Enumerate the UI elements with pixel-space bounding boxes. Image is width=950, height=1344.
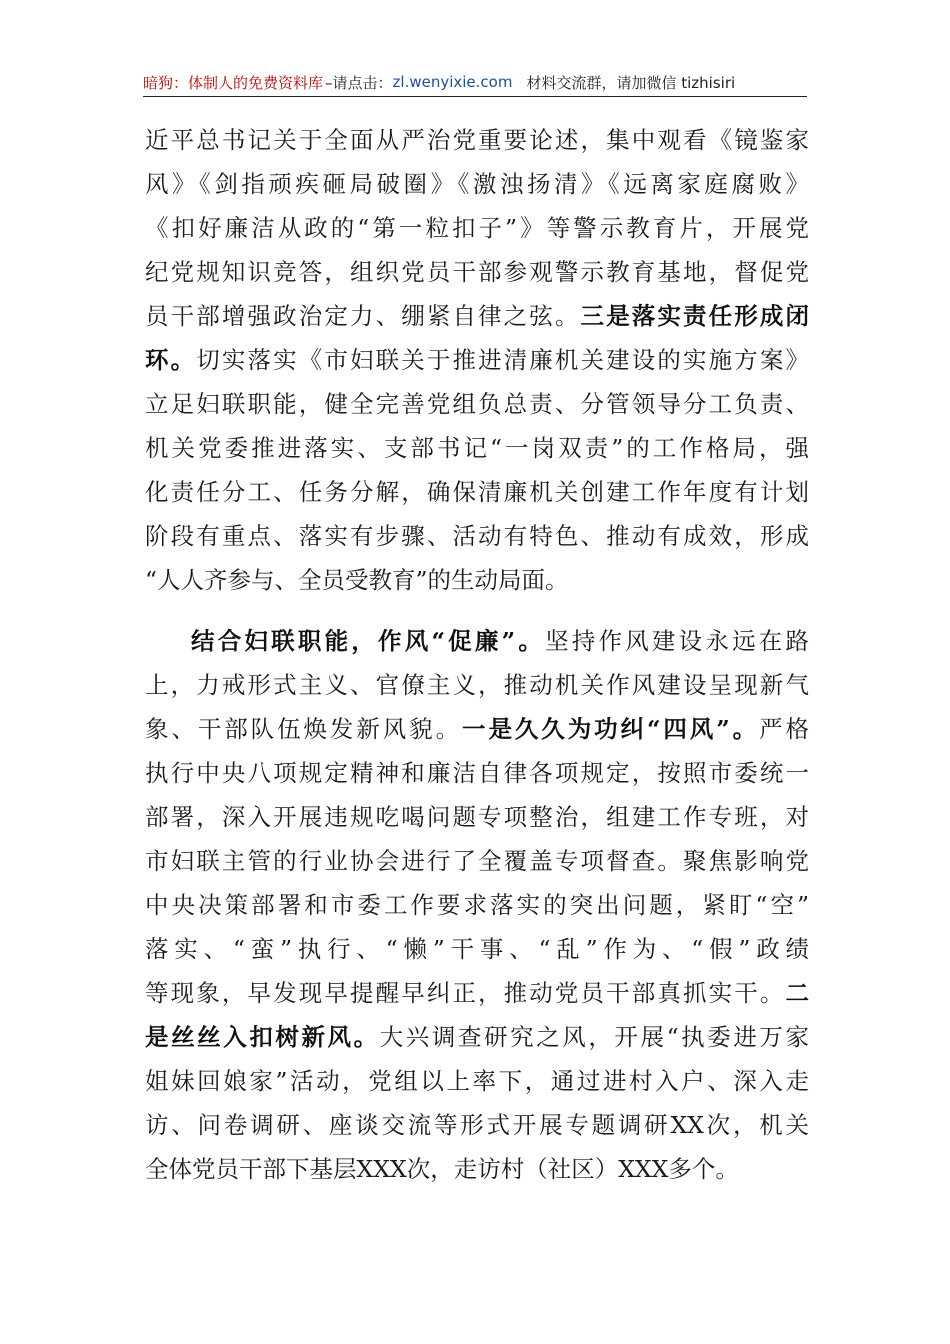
line-text: 姐妹回娘家”活动，党组以上率下，通过进村入户、深入走 bbox=[145, 1067, 809, 1095]
text-line bbox=[145, 839, 809, 883]
text-line bbox=[145, 971, 809, 1015]
header-click-prompt: –请点击： bbox=[325, 73, 393, 92]
header-divider bbox=[143, 96, 807, 97]
text-line bbox=[145, 795, 809, 839]
line-text: 落实、“蛮”执行、“懒”干事、“乱”作为、“假”政绩 bbox=[145, 935, 809, 963]
text-line bbox=[145, 338, 809, 382]
text-line bbox=[145, 558, 809, 602]
text-line bbox=[145, 883, 809, 927]
bold-heading-text: 结合妇联职能，作风“促廉”。 bbox=[191, 627, 546, 655]
text-line bbox=[145, 118, 809, 162]
line-text: 风》《剑指顽疾砸局破圈》《激浊扬清》《远离家庭腐败》 bbox=[145, 170, 809, 198]
bold-heading-text: 环。 bbox=[145, 346, 197, 374]
header-wechat-note: 材料交流群，请加微信 tizhisiri bbox=[526, 73, 736, 92]
line-text: 阶段有重点、落实有步骤、活动有特色、推动有成效，形成 bbox=[145, 522, 809, 550]
paragraph bbox=[145, 118, 809, 602]
text-line bbox=[145, 382, 809, 426]
text-line bbox=[145, 470, 809, 514]
line-text: 化责任分工、任务分解，确保清廉机关创建工作年度有计划 bbox=[145, 478, 809, 506]
line-text: 《扣好廉洁从政的“第一粒扣子”》等警示教育片，开展党 bbox=[145, 214, 809, 242]
text-line bbox=[145, 206, 809, 250]
line-text: 执行中央八项规定精神和廉洁自律各项规定，按照市委统一 bbox=[145, 759, 809, 787]
bold-heading-text: 一是久久为功纠“四风”。 bbox=[462, 715, 760, 743]
line-text: 中央决策部署和市委工作要求落实的突出问题，紧盯“空” bbox=[145, 891, 809, 919]
line-text: 上，力戒形式主义、官僚主义，推动机关作风建设呈现新气 bbox=[145, 671, 809, 699]
bold-heading-text: 三是落实责任形成闭 bbox=[580, 302, 809, 330]
text-line bbox=[145, 619, 809, 663]
text-line bbox=[145, 1015, 809, 1059]
bold-heading-text: 二 bbox=[785, 979, 809, 1007]
text-line bbox=[145, 707, 809, 751]
line-text: 访、问卷调研、座谈交流等形式开展专题调研XX次，机关 bbox=[145, 1111, 809, 1139]
line-text: “人人齐参与、全员受教育”的生动局面。 bbox=[145, 566, 569, 594]
text-line bbox=[145, 751, 809, 795]
paragraph-gap bbox=[145, 602, 809, 619]
line-text: 机关党委推进落实、支部书记“一岗双责”的工作格局，强 bbox=[145, 434, 809, 462]
line-text: 严格 bbox=[759, 715, 809, 743]
text-line bbox=[145, 294, 809, 338]
line-text: 全体党员干部下基层XXX次，走访村（社区）XXX多个。 bbox=[145, 1155, 739, 1183]
header-bar bbox=[143, 69, 807, 95]
header-site-name: 暗狗：体制人的免费资料库 bbox=[143, 73, 324, 92]
text-line bbox=[145, 1103, 809, 1147]
line-text: 大兴调查研究之风，开展“执委进万家 bbox=[379, 1023, 809, 1051]
text-line bbox=[145, 162, 809, 206]
text-line bbox=[145, 663, 809, 707]
paragraph bbox=[145, 619, 809, 1191]
line-text: 纪党规知识竞答，组织党员干部参观警示教育基地，督促党 bbox=[145, 258, 809, 286]
line-text: 立足妇联职能，健全完善党组负总责、分管领导分工负责、 bbox=[145, 390, 809, 418]
header-site-link[interactable]: zl.wenyixie.com bbox=[392, 73, 513, 91]
line-text: 近平总书记关于全面从严治党重要论述，集中观看《镜鉴家 bbox=[145, 126, 809, 154]
text-line bbox=[145, 927, 809, 971]
line-text: 员干部增强政治定力、绷紧自律之弦。 bbox=[145, 302, 581, 330]
line-text: 部署，深入开展违规吃喝问题专项整治，组建工作专班，对 bbox=[145, 803, 809, 831]
line-text: 象、干部队伍焕发新风貌。 bbox=[145, 715, 463, 743]
bold-heading-text: 是丝丝入扣树新风。 bbox=[145, 1023, 380, 1051]
line-text: 市妇联主管的行业协会进行了全覆盖专项督查。聚焦影响党 bbox=[145, 847, 809, 875]
line-text: 坚持作风建设永远在路 bbox=[545, 627, 809, 655]
text-line bbox=[145, 1059, 809, 1103]
text-line bbox=[145, 250, 809, 294]
text-line bbox=[145, 1147, 809, 1191]
document-body bbox=[145, 118, 809, 1191]
line-text: 切实落实《市妇联关于推进清廉机关建设的实施方案》 bbox=[196, 346, 809, 374]
line-text: 等现象，早发现早提醒早纠正，推动党员干部真抓实干。 bbox=[145, 979, 786, 1007]
text-line bbox=[145, 514, 809, 558]
text-line bbox=[145, 426, 809, 470]
